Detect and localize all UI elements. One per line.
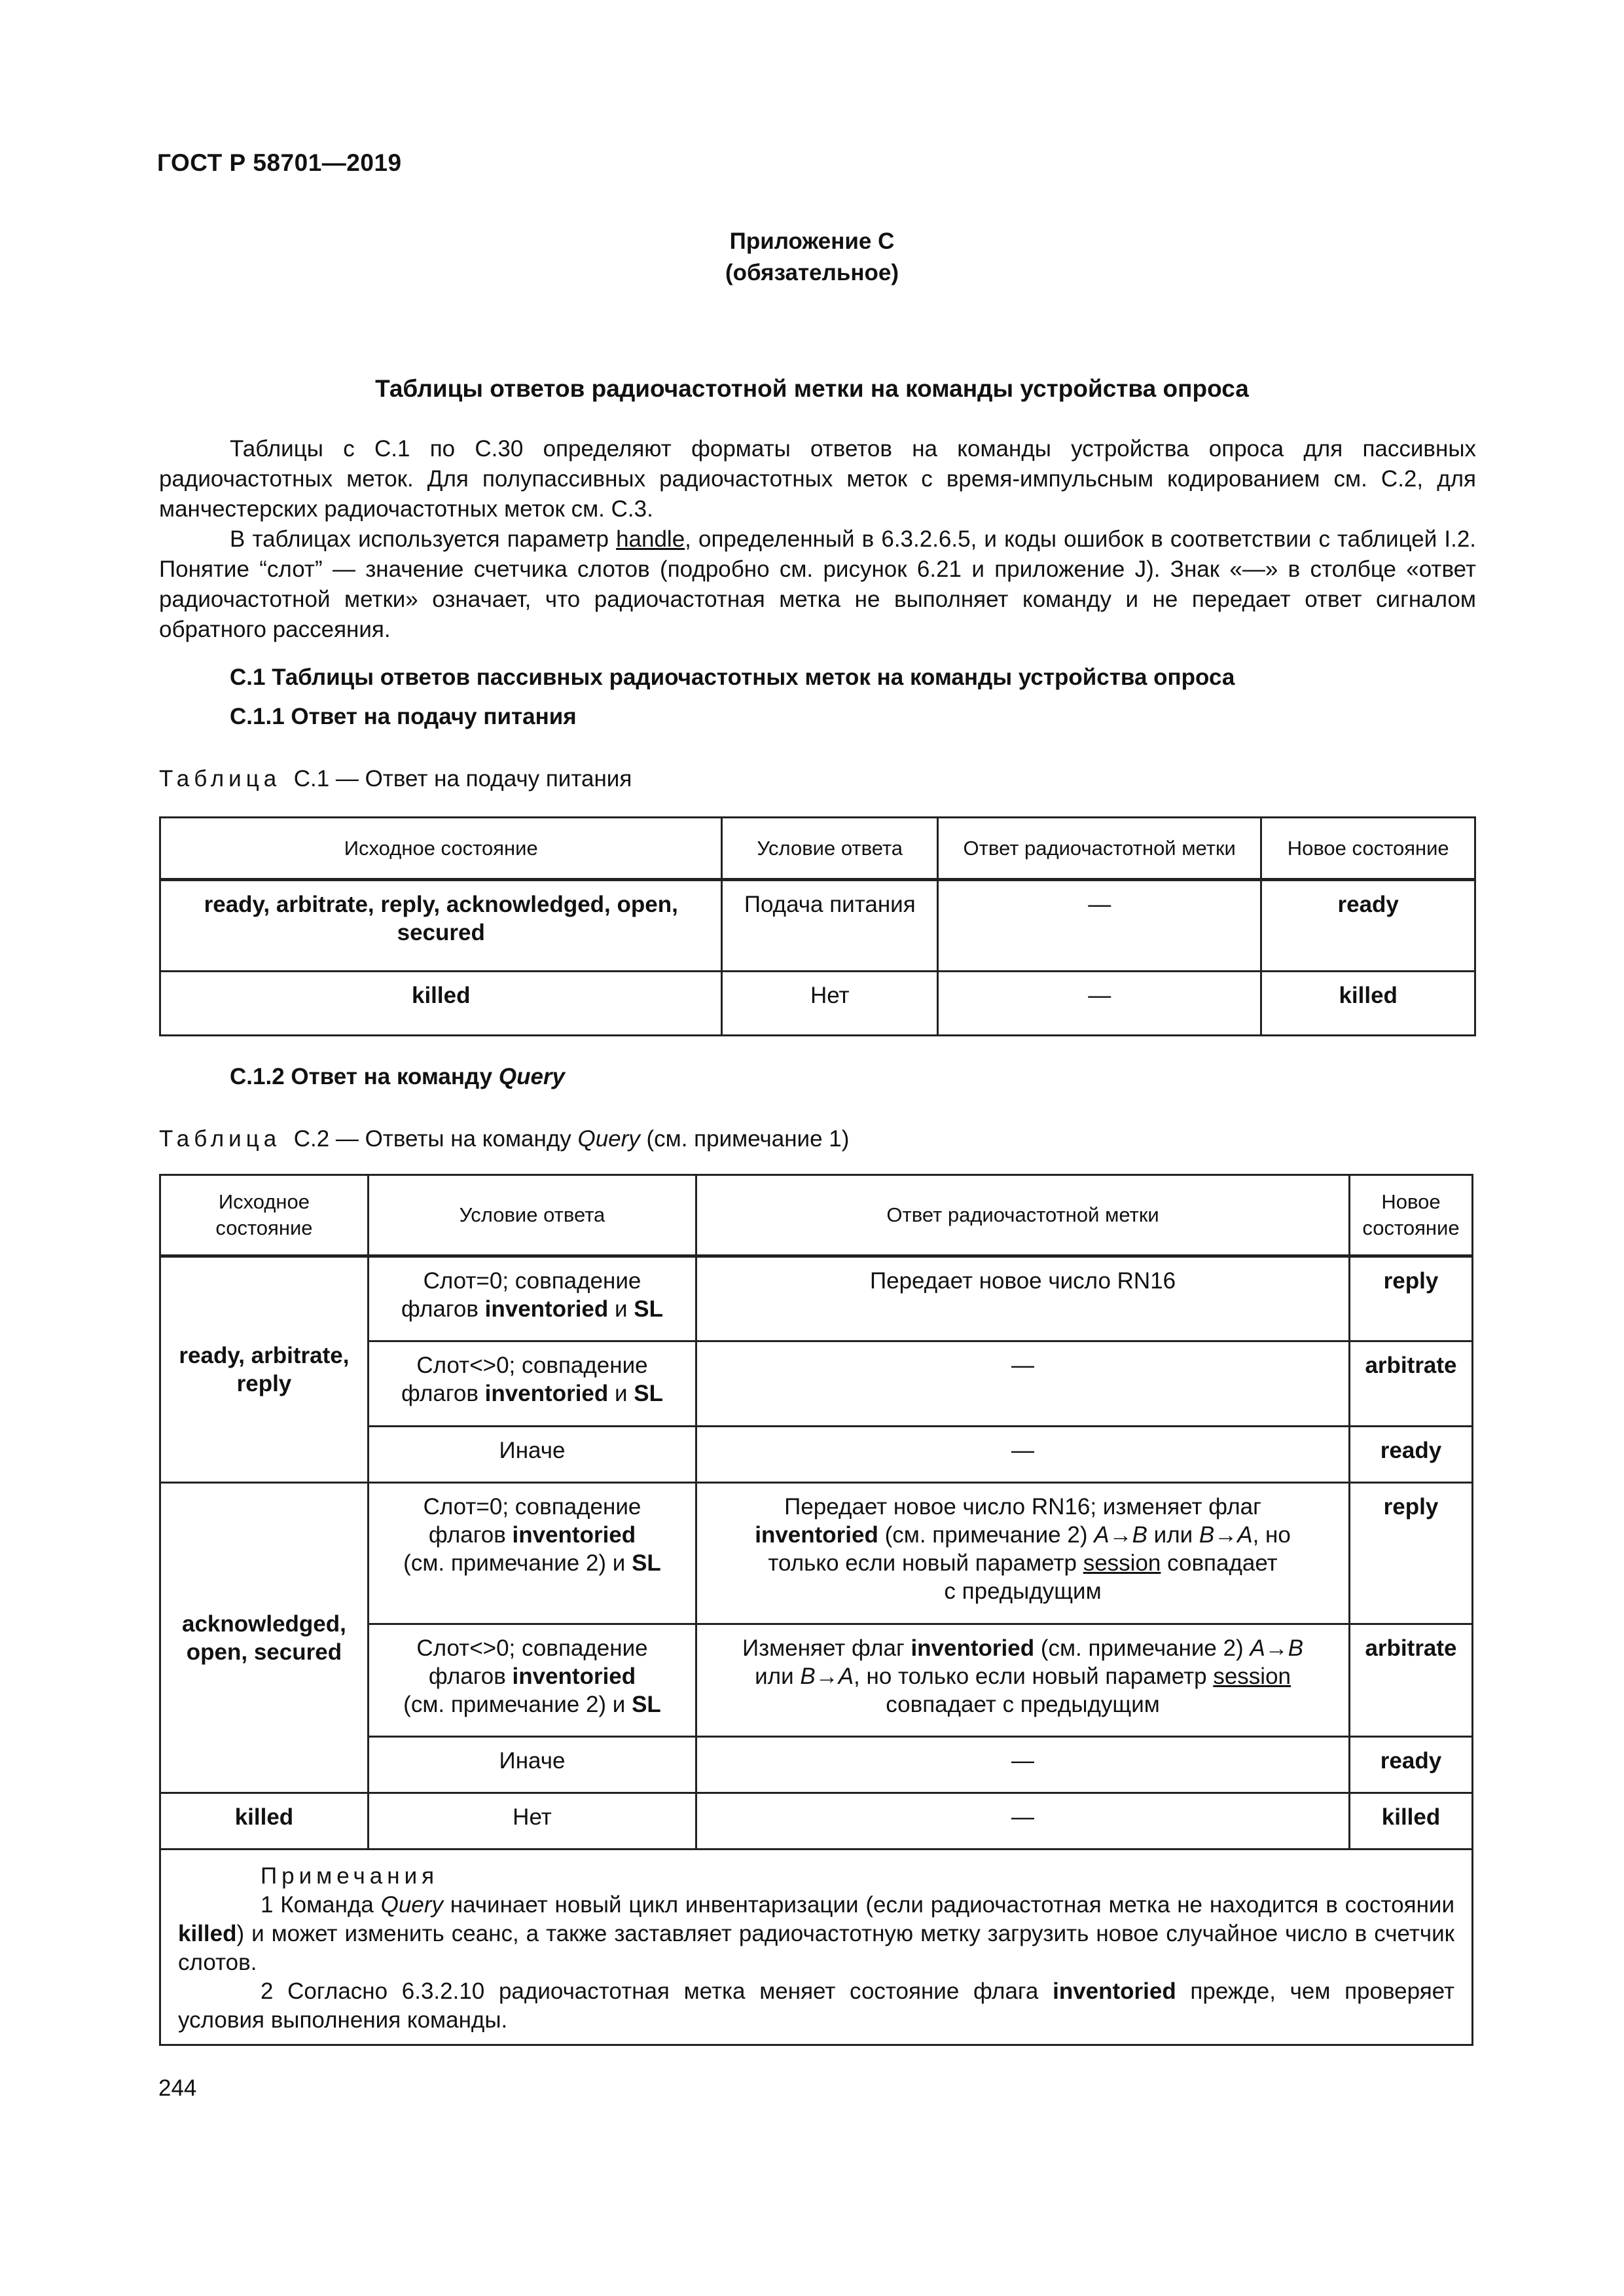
table-c2	[159, 1174, 1473, 2046]
table1-caption: Таблица С.1 — Ответ на подачу питания	[159, 766, 632, 792]
table-row: ready, arbitrate, reply, acknowledged, open, secured Подача питания — ready	[160, 880, 1475, 972]
table-row: Слот<>0; совпадение флагов inventoried (см. примечание 2) и SL Изменяет флаг inventoried (см. примечание 2) A→B или B→A, но только если новый параметр session совпадает с предыдущим arbitrate	[160, 1624, 1473, 1737]
state-killed: killed	[160, 1793, 369, 1850]
intro-text	[159, 434, 1476, 645]
table-row: killed Нет — killed	[160, 1793, 1473, 1850]
handle-term: handle	[616, 526, 685, 552]
table2-header-new-state: Новое состояние	[1350, 1175, 1473, 1256]
table2-caption: Таблица С.2 — Ответы на команду Query (см. примечание 1)	[159, 1126, 850, 1152]
annex-subtitle: (обязательное)	[725, 260, 899, 285]
table-notes-row	[160, 1850, 1473, 2045]
table-row: killed Нет — killed	[160, 972, 1475, 1036]
table-c1	[159, 816, 1476, 1036]
state-ready-arbitrate-reply: ready, arbitrate, reply	[160, 1256, 369, 1483]
intro-paragraph-1: Таблицы с С.1 по С.30 определяют форматы ответов на команды устройства опроса для пассивных радиочастотных меток. Для полупассивных радиочастотных меток с время-импульсным кодированием см. С.2, для манчестерских радиочастотных меток см. С.3.	[159, 436, 1476, 522]
table-row: Слот<>0; совпадение флагов inventoried и SL — arbitrate	[160, 1341, 1473, 1427]
table2-header-condition: Условие ответа	[368, 1175, 696, 1256]
table2-header-initial-state: Исходное состояние	[160, 1175, 369, 1256]
section-c12-heading: С.1.2 Ответ на команду Query	[230, 1064, 565, 1089]
table-row: Иначе — ready	[160, 1427, 1473, 1483]
intro-paragraph-2: В таблицах используется параметр handle, определенный в 6.3.2.6.5, и коды ошибок в соответствии с таблицей I.2. Понятие “слот” — значение счетчика слотов (подробно см. рисунок 6.21 и приложение J). Знак «—» в столбце «ответ радиочастотной метки» означает, что радиочастотная метка не выполняет команду и не передает ответ сигналом обратного рассеяния.	[159, 526, 1477, 642]
section-c1-heading: С.1 Таблицы ответов пассивных радиочастотных меток на команды устройства опроса	[230, 665, 1235, 690]
note-1: 1 Команда Query начинает новый цикл инвентаризации (если радиочастотная метка не находится в состоянии killed) и может изменить сеанс, а также заставляет радиочастотную метку загрузить новое случайное число в счетчик слотов.	[178, 1892, 1455, 1975]
state-acknowledged-open-secured: acknowledged, open, secured	[160, 1483, 369, 1793]
table-row: acknowledged, open, secured Слот=0; совпадение флагов inventoried (см. примечание 2) и SL Передает новое число RN16; изменяет флаг inventoried (см. примечание 2) A→B или B→A, но только если новый параметр session совпадает с предыдущим reply	[160, 1483, 1473, 1624]
table1-header-initial-state: Исходное состояние	[160, 818, 722, 880]
table1-header-response: Ответ радиочастотной метки	[938, 818, 1261, 880]
table-row: ready, arbitrate, reply Слот=0; совпадение флагов inventoried и SL Передает новое число RN16 reply	[160, 1256, 1473, 1341]
table2-header-response: Ответ радиочастотной метки	[696, 1175, 1350, 1256]
main-title: Таблицы ответов радиочастотной метки на команды устройства опроса	[375, 375, 1249, 402]
section-c11-heading: С.1.1 Ответ на подачу питания	[230, 704, 577, 729]
table-notes	[160, 1850, 1473, 2045]
note-2: 2 Согласно 6.3.2.10 радиочастотная метка меняет состояние флага inventoried прежде, чем проверяет условия выполнения команды.	[178, 1978, 1455, 2033]
table1-header-new-state: Новое состояние	[1261, 818, 1475, 880]
table1-header-condition: Условие ответа	[722, 818, 938, 880]
annex-title: Приложение С	[729, 228, 895, 254]
page-number: 244	[158, 2075, 197, 2101]
notes-title: Примечания	[261, 1863, 439, 1889]
document-header: ГОСТ Р 58701—2019	[157, 149, 402, 176]
table-row: Иначе — ready	[160, 1737, 1473, 1793]
